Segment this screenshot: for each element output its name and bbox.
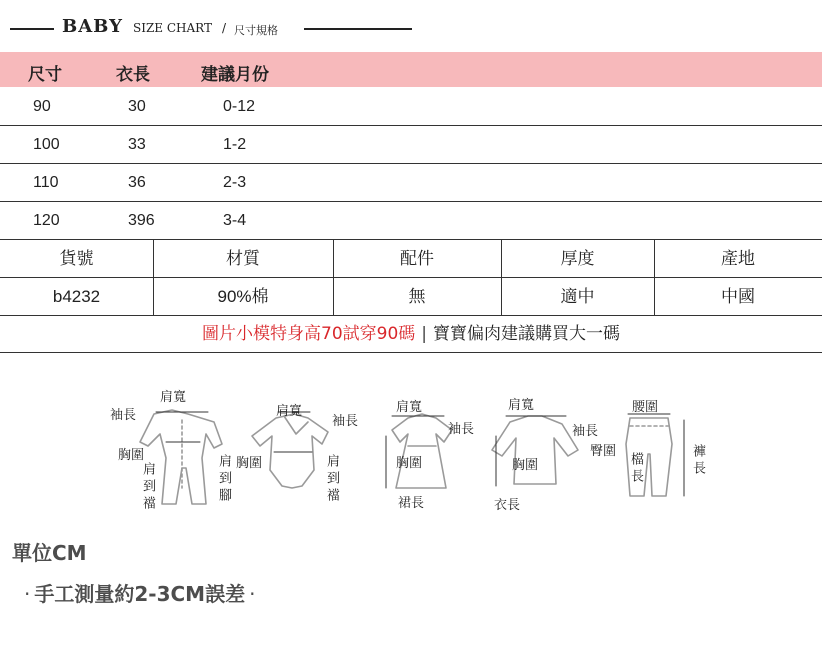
top-shoulder-label: 肩寬 <box>508 398 535 413</box>
info-header-accessories: 配件 <box>400 249 434 268</box>
cell-length: 33 <box>128 136 146 153</box>
bodysuit-shoulder-label: 肩寬 <box>276 404 303 419</box>
info-header-thickness: 厚度 <box>560 249 595 268</box>
column-divider <box>333 240 334 277</box>
romper-shoulder-to-foot-label: 肩到腳 <box>216 454 231 505</box>
info-value-accessories: 無 <box>408 287 426 306</box>
brand-title: BABY <box>62 16 123 37</box>
romper-shoulder-to-crotch-label: 肩到襠 <box>140 462 155 513</box>
column-divider <box>501 240 502 277</box>
product-info-table <box>0 240 822 316</box>
col-header-length: 衣長 <box>116 65 150 85</box>
column-divider <box>153 240 154 277</box>
top-chest-label: 胸圍 <box>512 458 539 473</box>
cell-age: 1-2 <box>223 136 247 153</box>
bullet-dot: · <box>24 582 31 606</box>
info-value-material: 90%棉 <box>217 287 269 306</box>
subtitle-slash: / <box>222 21 227 35</box>
size-chart-subtitle: SIZE CHART <box>133 21 213 35</box>
bodysuit-shoulder-to-crotch-label: 肩到襠 <box>324 454 339 505</box>
top-sleeve-label: 袖長 <box>448 422 475 437</box>
pants-length-label: 褲長 <box>690 444 705 478</box>
header-rule-right <box>304 28 412 30</box>
measurement-diagrams <box>96 392 716 522</box>
column-divider <box>654 240 655 277</box>
cell-age: 3-4 <box>223 212 247 229</box>
error-text: 手工測量約2-3CM誤差 <box>34 582 246 606</box>
top-length-label: 衣長 <box>494 498 521 513</box>
col-header-age: 建議月份 <box>201 65 269 85</box>
size-chart-subtitle-cn: 尺寸規格 <box>234 24 278 37</box>
cell-length: 30 <box>128 98 146 115</box>
info-header-material: 材質 <box>226 249 260 268</box>
top-right-sleeve-label: 袖長 <box>572 424 599 439</box>
cell-length: 396 <box>128 212 155 229</box>
bullet-dot: · <box>249 582 256 606</box>
dress-shoulder-label: 肩寬 <box>396 400 423 415</box>
top-sketch <box>492 416 578 484</box>
column-divider <box>333 278 334 315</box>
measurement-error-note <box>20 578 259 607</box>
bodysuit-chest-label: 胸圍 <box>236 456 263 471</box>
model-fit-text: 圖片小模特身高70試穿90碼 <box>202 324 416 344</box>
info-value-origin: 中國 <box>721 287 755 306</box>
size-advice-text: 寶寶偏肉建議購買大一碼 <box>433 324 620 344</box>
table-row <box>0 126 822 164</box>
cell-length: 36 <box>128 174 146 191</box>
romper-shoulder-label: 肩寬 <box>160 390 187 405</box>
table-row <box>0 202 822 240</box>
cell-size: 100 <box>33 136 60 153</box>
pants-hip-label: 臀圍 <box>590 444 617 459</box>
unit-label: 單位CM <box>12 541 87 565</box>
column-divider <box>501 278 502 315</box>
cell-size: 110 <box>33 174 59 191</box>
pants-waist-label: 腰圍 <box>632 400 659 415</box>
pants-crotch-label: 檔長 <box>628 452 643 486</box>
cell-age: 2-3 <box>223 174 247 191</box>
romper-sleeve-label: 袖長 <box>110 408 137 423</box>
cell-size: 90 <box>33 98 51 115</box>
info-header-sku: 貨號 <box>59 249 94 268</box>
bodysuit-sketch <box>252 414 328 488</box>
info-header-row <box>0 240 822 278</box>
note-separator: | <box>421 324 427 344</box>
dress-sketch <box>392 414 452 488</box>
cell-size: 120 <box>33 212 60 229</box>
col-header-size: 尺寸 <box>28 65 62 85</box>
table-row <box>0 88 822 126</box>
dress-chest-label: 胸圍 <box>396 456 423 471</box>
model-note <box>0 316 822 353</box>
chart-header <box>0 14 822 44</box>
cell-age: 0-12 <box>223 98 256 115</box>
table-row <box>0 164 822 202</box>
info-value-thickness: 適中 <box>560 287 595 306</box>
dress-skirt-length-label: 裙長 <box>398 496 425 511</box>
info-header-origin: 產地 <box>721 249 755 268</box>
romper-chest-label: 胸圍 <box>118 448 145 463</box>
bodysuit-sleeve-label: 袖長 <box>332 414 359 429</box>
column-divider <box>654 278 655 315</box>
info-value-sku: b4232 <box>52 287 101 306</box>
info-value-row <box>0 278 822 316</box>
column-divider <box>153 278 154 315</box>
size-table-header <box>0 52 822 87</box>
header-rule-left <box>10 28 54 30</box>
